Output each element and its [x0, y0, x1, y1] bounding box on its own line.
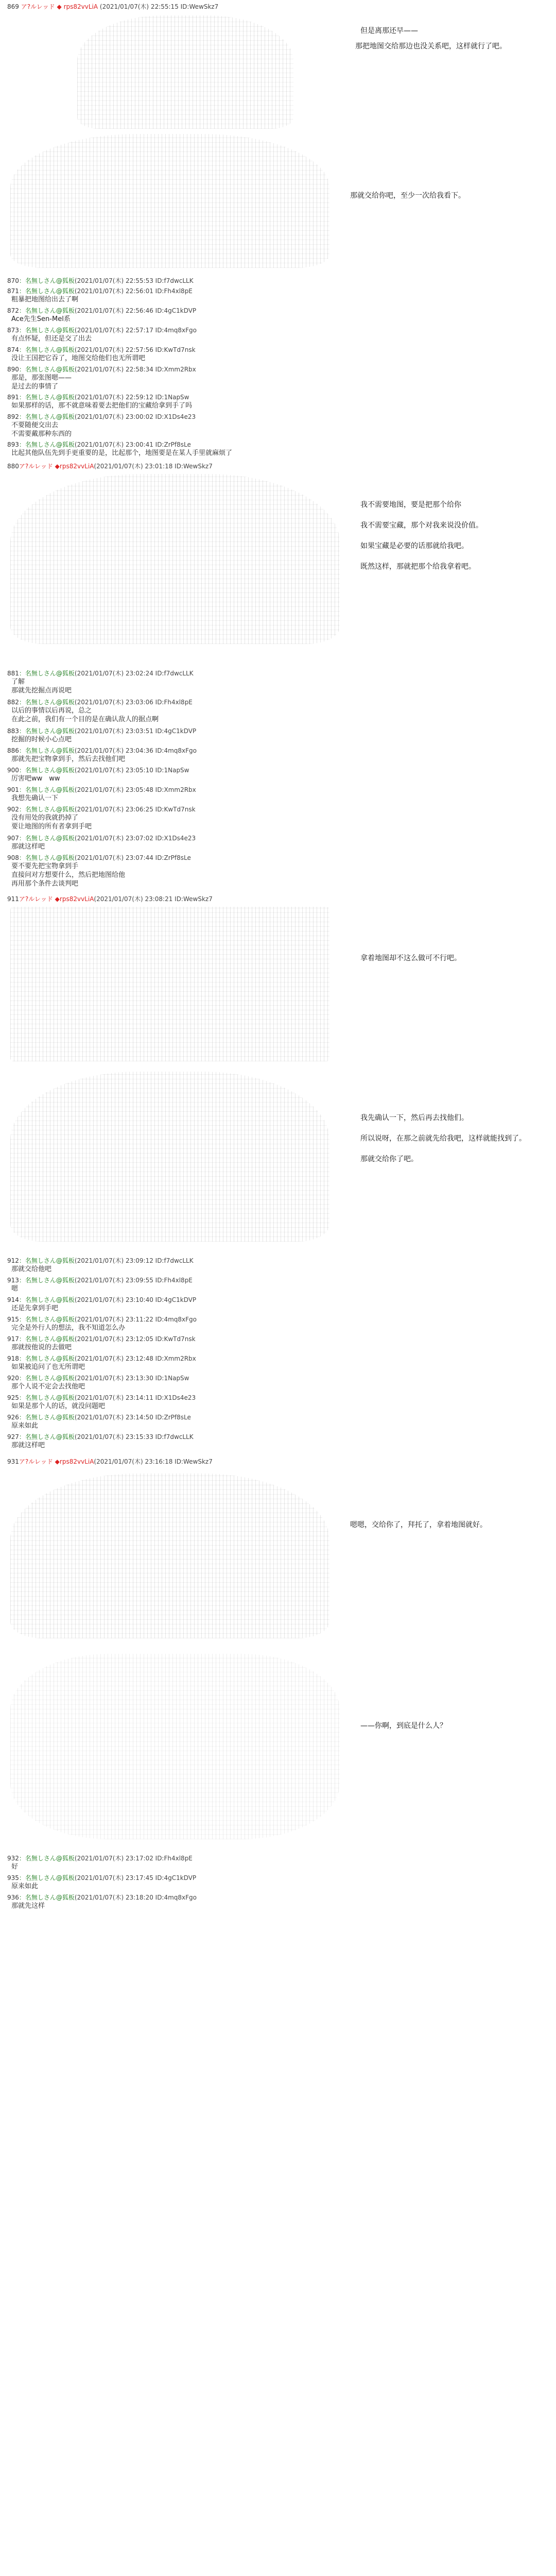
poster-name: ：名無しさん@狐板 — [19, 786, 75, 793]
poster-name: ：名無しさん@狐板 — [19, 835, 75, 842]
post-line: 如果那样的话，那不就意味着要去把他们的宝藏给拿到手了吗 — [11, 402, 193, 410]
post-header — [7, 3, 548, 11]
dialog-line: 既然这样，那就把那个给我拿着吧。 — [360, 563, 476, 571]
post-header — [7, 1458, 548, 1466]
dialog-line: 所以说呀，在那之前就先给我吧，这样就能找到了。 — [360, 1134, 526, 1143]
post — [7, 806, 548, 831]
post-number[interactable]: 931 — [7, 1458, 19, 1465]
post-body — [11, 1265, 548, 1274]
post-header — [7, 699, 548, 706]
ascii-art-figure — [10, 1072, 329, 1242]
post-line: 粗暴把地图给出去了啊 — [11, 296, 79, 303]
poster-name: ：名無しさん@狐板 — [19, 413, 75, 420]
post — [7, 3, 548, 11]
post-line: 完全是外行人的想法，我不知道怎么办 — [11, 1324, 126, 1332]
post-date: (2021/01/07(木) 23:17:02 ID:Fh4xl8pE — [74, 1855, 193, 1862]
post-number[interactable]: 918 — [7, 1355, 19, 1362]
post-header — [7, 277, 548, 285]
post — [7, 1277, 548, 1293]
post-line: 那就这样吧 — [11, 1442, 45, 1449]
post-body — [11, 354, 548, 363]
post — [7, 699, 548, 724]
post — [7, 1458, 548, 1466]
post-number[interactable]: 914 — [7, 1296, 19, 1303]
post — [7, 327, 548, 343]
dialog-line: 那就交给你了吧。 — [360, 1155, 418, 1163]
post-body — [11, 1343, 548, 1352]
post — [7, 366, 548, 391]
post-number[interactable]: 880 — [7, 463, 19, 470]
poster-name: ：名無しさん@狐板 — [19, 1257, 75, 1264]
post-number[interactable]: 925 — [7, 1394, 19, 1401]
post-header — [7, 1394, 548, 1402]
post-line: Ace先生Sen-Mel系 — [11, 315, 71, 323]
post-line: 比起其他队伍先到手更重要的是，比起那个，地图要是在某人手里就麻烦了 — [11, 449, 233, 457]
post — [7, 1296, 548, 1313]
post-header — [7, 1355, 548, 1363]
post-line: 那就先这样 — [11, 1902, 45, 1910]
post-date: (2021/01/07(木) 22:59:12 ID:1NapSw — [74, 394, 189, 401]
post-body — [11, 1304, 548, 1313]
post-header — [7, 366, 548, 374]
poster-name: ：名無しさん@狐板 — [19, 854, 75, 861]
post-date: (2021/01/07(木) 23:05:10 ID:1NapSw — [74, 767, 189, 774]
post — [7, 1335, 548, 1352]
post-body — [11, 814, 548, 831]
post — [7, 1257, 548, 1274]
post-number[interactable]: 874 — [7, 346, 19, 353]
poster-name: ：名無しさん@狐板 — [19, 1375, 75, 1382]
post-date: (2021/01/07(木) 23:03:51 ID:4gC1kDVP — [74, 727, 197, 735]
poster-trip: rps82vvLiA — [63, 3, 98, 10]
post-line: 那就这样吧 — [11, 843, 45, 851]
poster-name: ：名無しさん@狐板 — [19, 1414, 75, 1421]
post-body — [11, 1402, 548, 1411]
post-header — [7, 806, 548, 814]
poster-name: ：名無しさん@狐板 — [19, 1433, 75, 1440]
post-date: (2021/01/07(木) 23:14:11 ID:X1Ds4e23 — [74, 1394, 196, 1401]
post-date: (2021/01/07(木) 22:57:56 ID:KwTd7nsk — [74, 346, 196, 353]
post-date: (2021/01/07(木) 23:08:21 ID:WewSkz7 — [94, 895, 213, 903]
post-line: 那就先挖掘点再说吧 — [11, 687, 72, 694]
poster-name: ：名無しさん@狐板 — [19, 670, 75, 677]
post-header — [7, 1296, 548, 1304]
post-body — [11, 1284, 548, 1293]
post-date: (2021/01/07(木) 22:55:15 ID:WewSkz7 — [99, 3, 219, 10]
poster-name: ：名無しさん@狐板 — [19, 747, 75, 754]
post-number[interactable]: 891 — [7, 394, 19, 401]
poster-name: ：名無しさん@狐板 — [19, 1355, 75, 1362]
post-header — [7, 747, 548, 755]
ascii-art-figure — [10, 907, 329, 1061]
post-number[interactable]: 883 — [7, 727, 19, 735]
dialog-line: 如果宝藏是必要的话那就给我吧。 — [360, 542, 468, 550]
poster-trip: rps82vvLiA — [59, 1458, 94, 1465]
post-date: (2021/01/07(木) 23:17:45 ID:4gC1kDVP — [74, 1874, 197, 1882]
post-header — [7, 854, 548, 862]
post-number[interactable]: 936 — [7, 1894, 19, 1901]
post-date: (2021/01/07(木) 23:13:30 ID:1NapSw — [74, 1375, 189, 1382]
post-date: (2021/01/07(木) 23:18:20 ID:4mq8xFgo — [74, 1894, 197, 1901]
post-header — [7, 1277, 548, 1284]
post-number[interactable]: 902 — [7, 806, 19, 813]
post-number[interactable]: 926 — [7, 1414, 19, 1421]
post-number[interactable]: 917 — [7, 1335, 19, 1343]
post-body — [11, 334, 548, 343]
post — [7, 307, 548, 324]
post-header — [7, 1414, 548, 1421]
post-header — [7, 463, 548, 470]
post-header — [7, 346, 548, 354]
post-date: (2021/01/07(木) 22:56:01 ID:Fh4xl8pE — [74, 287, 193, 295]
poster-name: ：名無しさん@狐板 — [19, 1874, 75, 1882]
poster-name: ：名無しさん@狐板 — [19, 366, 75, 373]
post-number[interactable]: 935 — [7, 1874, 19, 1882]
post — [7, 394, 548, 410]
post-number[interactable]: 913 — [7, 1277, 19, 1284]
ascii-art-figure — [77, 15, 293, 129]
poster-name: ：名無しさん@狐板 — [19, 1394, 75, 1401]
post-header — [7, 1316, 548, 1324]
poster-name: ：名無しさん@狐板 — [19, 1316, 75, 1323]
post-body — [11, 401, 548, 410]
post-line: 要不要先把宝物拿到手 — [11, 862, 79, 870]
poster-name: ：名無しさん@狐板 — [19, 699, 75, 706]
post — [7, 670, 548, 695]
post-date: (2021/01/07(木) 22:58:34 ID:Xmm2Rbx — [74, 366, 196, 373]
post — [7, 413, 548, 438]
post-number[interactable]: 901 — [7, 786, 19, 793]
post-number[interactable]: 908 — [7, 854, 19, 861]
post-line: 以后的事情以后再说，总之 — [11, 707, 92, 715]
post-number[interactable]: 920 — [7, 1375, 19, 1382]
post-header — [7, 895, 548, 903]
post — [7, 287, 548, 304]
post — [7, 1433, 548, 1450]
post-number[interactable]: 911 — [7, 895, 19, 903]
post-number[interactable]: 907 — [7, 835, 19, 842]
post-body — [11, 1862, 548, 1871]
dialog-line: 那就交给你吧，至少一次给我看下。 — [350, 192, 465, 200]
post-date: (2021/01/07(木) 23:00:41 ID:ZrPf8sLe — [74, 441, 191, 448]
post-number[interactable]: 881 — [7, 670, 19, 677]
post — [7, 786, 548, 803]
poster-name: ：名無しさん@狐板 — [19, 1277, 75, 1284]
post-body — [11, 735, 548, 744]
post-line: 没让王国把它吞了，地图交给他们也无所谓吧 — [11, 354, 146, 362]
post-header — [7, 287, 548, 295]
poster-trip: rps82vvLiA — [59, 895, 94, 903]
post-body — [11, 1441, 548, 1450]
post-header — [7, 413, 548, 421]
post-header — [7, 670, 548, 677]
poster-name: ：名無しさん@狐板 — [19, 1296, 75, 1303]
post-number[interactable]: 893 — [7, 441, 19, 448]
post-line: 在此之前，我们有一个目的是在确认敌人的据点啊 — [11, 716, 159, 723]
post-line: 那就按他说的去做吧 — [11, 1344, 72, 1351]
post-body — [11, 421, 548, 438]
post-number[interactable]: 892 — [7, 413, 19, 420]
post-line: 原来如此 — [11, 1883, 39, 1890]
post-line: 了解 — [11, 678, 25, 686]
post-line: 如果被追问了也无所谓吧 — [11, 1363, 85, 1371]
post-line: 不要随便交出去 — [11, 421, 59, 429]
post — [7, 1874, 548, 1891]
post — [7, 1414, 548, 1430]
ascii-art-figure — [10, 1654, 340, 1839]
post-date: (2021/01/07(木) 23:09:55 ID:Fh4xl8pE — [74, 1277, 193, 1284]
post-number[interactable]: 871 — [7, 287, 19, 295]
post-line: 那是，那张图嗯—— — [11, 374, 72, 382]
post-number[interactable]: 869 — [7, 3, 19, 10]
post-header — [7, 786, 548, 794]
post-number[interactable]: 873 — [7, 327, 19, 334]
post-body — [11, 295, 548, 304]
poster-name: ：名無しさん@狐板 — [19, 441, 75, 448]
post — [7, 1316, 548, 1332]
post-body — [11, 1902, 548, 1910]
post-body — [11, 1421, 548, 1430]
dialog-line: 那把地图交给那边也没关系吧，这样就行了吧。 — [355, 42, 507, 50]
post-line: 有点怀疑，但还是交了出去 — [11, 335, 92, 343]
poster-name: ：名無しさん@狐板 — [19, 307, 75, 314]
poster-name: ア?ルレッド ◆ — [19, 463, 60, 470]
ascii-art-figure — [10, 134, 329, 268]
post-body — [11, 1324, 548, 1332]
post — [7, 1855, 548, 1871]
post-date: (2021/01/07(木) 22:55:53 ID:f7dwcLLK — [74, 277, 194, 284]
post — [7, 1375, 548, 1391]
poster-name: ：名無しさん@狐板 — [19, 346, 75, 353]
post-date: (2021/01/07(木) 23:04:36 ID:4mq8xFgo — [74, 747, 197, 754]
post-body — [11, 1363, 548, 1371]
poster-trip: rps82vvLiA — [59, 463, 94, 470]
dialog-line: 我先确认一下，然后再去找他们。 — [360, 1114, 468, 1122]
post — [7, 835, 548, 851]
post-line: 直接问对方想要什么，然后把地图给他 — [11, 871, 126, 879]
post-date: (2021/01/07(木) 23:05:48 ID:Xmm2Rbx — [74, 786, 196, 793]
post-date: (2021/01/07(木) 23:09:12 ID:f7dwcLLK — [74, 1257, 194, 1264]
post — [7, 1394, 548, 1411]
post — [7, 277, 548, 285]
post-number[interactable]: 900 — [7, 767, 19, 774]
dialog-line: 我不需要宝藏，那个对我来说没价值。 — [360, 521, 483, 530]
post-header — [7, 1874, 548, 1882]
post-body — [11, 755, 548, 764]
ascii-art-figure — [10, 474, 340, 644]
post-body — [11, 706, 548, 724]
poster-name: ：名無しさん@狐板 — [19, 394, 75, 401]
dialog-line: 嗯嗯，交给你了，拜托了，拿着地图就好。 — [350, 1521, 487, 1529]
post-number[interactable]: 912 — [7, 1257, 19, 1264]
post-date: (2021/01/07(木) 23:06:25 ID:KwTd7nsk — [74, 806, 196, 813]
post — [7, 1355, 548, 1371]
post-number[interactable]: 932 — [7, 1855, 19, 1862]
post-line: 是过去的事情了 — [11, 383, 59, 391]
post-header — [7, 1375, 548, 1382]
post-line: 那就交给他吧 — [11, 1265, 52, 1273]
post-line: 原来如此 — [11, 1422, 39, 1430]
post-number[interactable]: 915 — [7, 1316, 19, 1323]
poster-name: ：名無しさん@狐板 — [19, 806, 75, 813]
post-date: (2021/01/07(木) 23:16:18 ID:WewSkz7 — [94, 1458, 213, 1465]
post-header — [7, 767, 548, 774]
poster-name: ア?ルレッド ◆ — [19, 895, 60, 903]
dialog-line: ——你啊，到底是什么人？ — [360, 1722, 447, 1730]
poster-name: ア?ルレッド ◆ — [21, 3, 62, 10]
poster-name: ：名無しさん@狐板 — [19, 767, 75, 774]
poster-name: ：名無しさん@狐板 — [19, 327, 75, 334]
post-line: 嗯 — [11, 1285, 19, 1293]
post-body — [11, 449, 548, 457]
post-body — [11, 794, 548, 803]
post-body — [11, 862, 548, 888]
poster-name: ：名無しさん@狐板 — [19, 1335, 75, 1343]
poster-name: ：名無しさん@狐板 — [19, 1855, 75, 1862]
post-header — [7, 307, 548, 315]
post-line: 挖掘的时候小心点吧 — [11, 736, 72, 743]
post-line: 不需要戴那种东西的 — [11, 430, 72, 438]
post-header — [7, 1257, 548, 1265]
post — [7, 463, 548, 470]
post-date: (2021/01/07(木) 23:00:02 ID:X1Ds4e23 — [74, 413, 196, 420]
post-date: (2021/01/07(木) 23:02:24 ID:f7dwcLLK — [74, 670, 194, 677]
post-line: 要让地图的所有者拿到手吧 — [11, 823, 92, 831]
post — [7, 441, 548, 457]
ascii-art-figure — [10, 1473, 329, 1638]
post-date: (2021/01/07(木) 23:07:02 ID:X1Ds4e23 — [74, 835, 196, 842]
poster-name: ：名無しさん@狐板 — [19, 287, 75, 295]
post-header — [7, 727, 548, 735]
post-body — [11, 774, 548, 783]
post-line: 我想先确认一下 — [11, 794, 59, 802]
post-body — [11, 374, 548, 391]
post-number[interactable]: 886 — [7, 747, 19, 754]
post-date: (2021/01/07(木) 23:10:40 ID:4gC1kDVP — [74, 1296, 197, 1303]
post-header — [7, 1335, 548, 1343]
post-line: 如果是那个人的话，就没问题吧 — [11, 1402, 106, 1410]
post-line: 没有用处的我就扔掉了 — [11, 814, 79, 822]
dialog-line: 我不需要地图，要是把那个给你 — [360, 501, 461, 509]
post-body — [11, 315, 548, 324]
post — [7, 854, 548, 888]
post-date: (2021/01/07(木) 23:12:05 ID:KwTd7nsk — [74, 1335, 196, 1343]
post-body — [11, 1382, 548, 1391]
post-line: 那就先把宝物拿到手，然后去找他们吧 — [11, 755, 126, 763]
post — [7, 767, 548, 783]
post-header — [7, 1855, 548, 1862]
post-number[interactable]: 870 — [7, 277, 19, 284]
post-number[interactable]: 882 — [7, 699, 19, 706]
post — [7, 895, 548, 903]
post — [7, 747, 548, 764]
dialog-line: 但是离那还早—— — [360, 27, 418, 35]
post-date: (2021/01/07(木) 23:15:33 ID:f7dwcLLK — [74, 1433, 194, 1440]
post-date: (2021/01/07(木) 23:07:44 ID:ZrPf8sLe — [74, 854, 191, 861]
poster-name: ：名無しさん@狐板 — [19, 1894, 75, 1901]
post-header — [7, 327, 548, 334]
dialog-line: 拿着地图却不这么做可不行吧。 — [360, 954, 461, 962]
post-line: 再用那个条件去谈判吧 — [11, 880, 79, 888]
post-header — [7, 1433, 548, 1441]
post-date: (2021/01/07(木) 22:56:46 ID:4gC1kDVP — [74, 307, 197, 314]
post-line: 厉害吧ww ww — [11, 775, 60, 783]
post-date: (2021/01/07(木) 23:12:48 ID:Xmm2Rbx — [74, 1355, 196, 1362]
post-body — [11, 677, 548, 695]
post-body — [11, 1882, 548, 1891]
post-number[interactable]: 927 — [7, 1433, 19, 1440]
post — [7, 346, 548, 363]
post-date: (2021/01/07(木) 23:14:50 ID:ZrPf8sLe — [74, 1414, 191, 1421]
post-header — [7, 394, 548, 401]
post-number[interactable]: 872 — [7, 307, 19, 314]
post-number[interactable]: 890 — [7, 366, 19, 373]
post-date: (2021/01/07(木) 23:11:22 ID:4mq8xFgo — [74, 1316, 197, 1323]
post-date: (2021/01/07(木) 23:03:06 ID:Fh4xl8pE — [74, 699, 193, 706]
post-line: 好 — [11, 1863, 19, 1871]
post-header — [7, 1894, 548, 1902]
poster-name: ：名無しさん@狐板 — [19, 277, 75, 284]
post — [7, 727, 548, 744]
post — [7, 1894, 548, 1910]
post-line: 那个人说不定会去找他吧 — [11, 1383, 85, 1391]
post-header — [7, 441, 548, 449]
post-date: (2021/01/07(木) 22:57:17 ID:4mq8xFgo — [74, 327, 197, 334]
post-line: 还是先拿到手吧 — [11, 1304, 59, 1312]
post-date: (2021/01/07(木) 23:01:18 ID:WewSkz7 — [94, 463, 213, 470]
post-header — [7, 835, 548, 842]
post-body — [11, 842, 548, 851]
poster-name: ：名無しさん@狐板 — [19, 727, 75, 735]
poster-name: ア?ルレッド ◆ — [19, 1458, 60, 1465]
